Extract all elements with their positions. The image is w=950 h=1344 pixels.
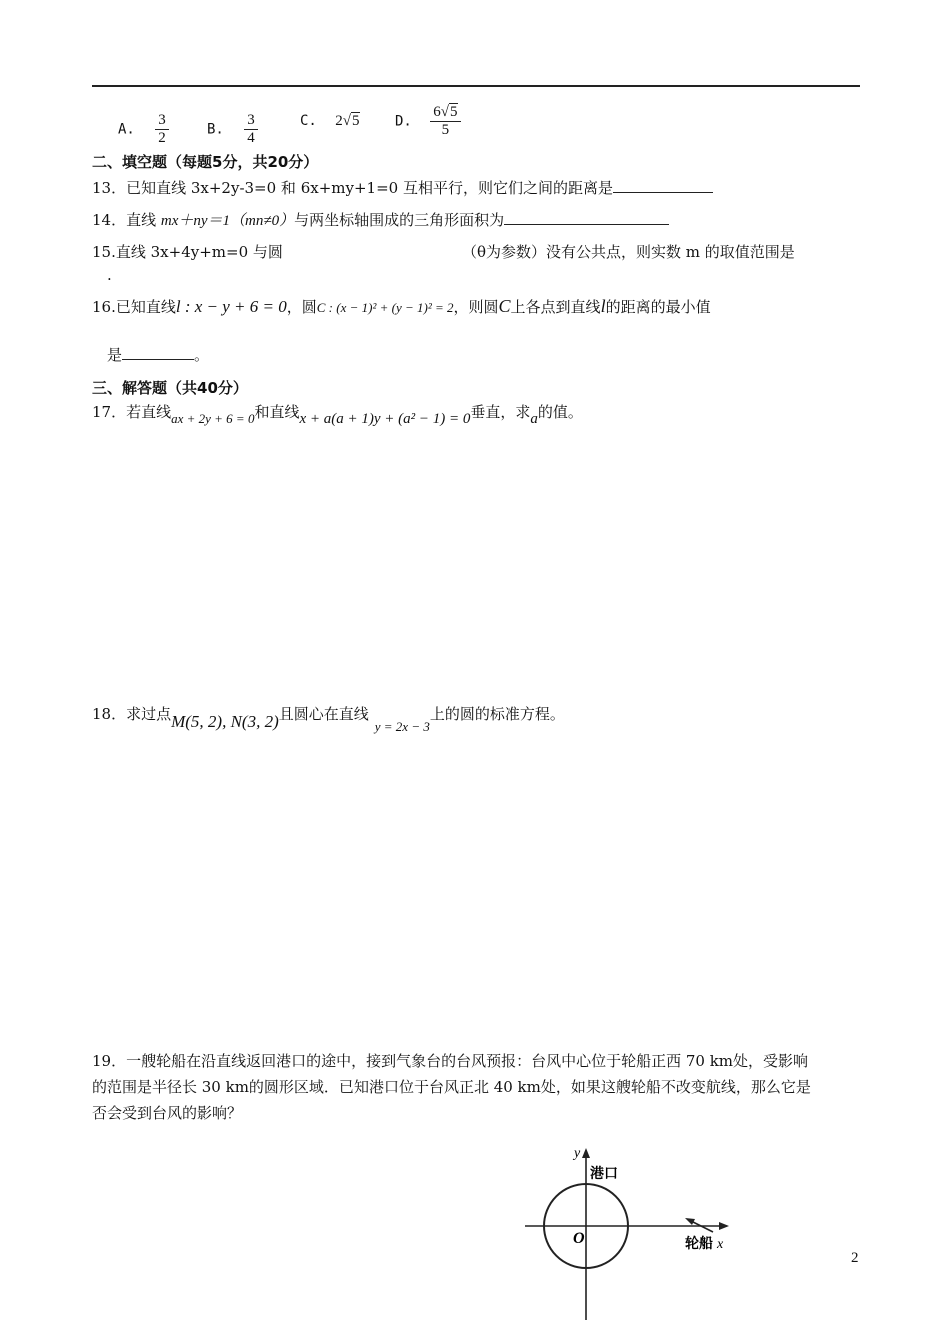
question-16-prefix: 16.已知直线 <box>92 298 176 316</box>
section-answer-heading: 三、解答题（共40分） <box>92 379 248 397</box>
choice-b-label: B. <box>207 121 224 138</box>
question-19-line-3: 否会受到台风的影响？ <box>92 1104 243 1122</box>
question-17 <box>92 401 583 427</box>
choice-d <box>395 104 461 139</box>
x-label: x <box>717 1237 724 1252</box>
choice-d-num-radicand: 5 <box>450 104 458 120</box>
question-18-equation: y = 2x − 3 <box>374 719 430 734</box>
question-17-text: 和直线 <box>254 403 300 421</box>
typhoon-diagram <box>515 1140 745 1325</box>
choice-a <box>118 112 169 147</box>
choice-b <box>207 112 258 147</box>
choice-c-value: 2√5 <box>335 113 360 129</box>
choice-d-label: D. <box>395 113 412 130</box>
question-19-line-1: 19．一艘轮船在沿直线返回港口的途中，接到气象台的台风预报：台风中心位于轮船正西 70 km处，受影响 <box>92 1052 809 1070</box>
choice-d-numerator: 6√5 <box>433 104 458 120</box>
port-label: 港口 <box>590 1166 618 1182</box>
header-rule <box>92 85 860 87</box>
question-16-line-equation: l : x − y + 6 = 0 <box>175 297 287 316</box>
choice-d-num-coef: 6 <box>433 104 441 120</box>
question-16-line2 <box>107 344 209 365</box>
question-18-text: 且圆心在直线 <box>278 705 369 723</box>
y-axis-arrow-icon <box>582 1148 590 1158</box>
question-18-points: M(5, 2), N(3, 2) <box>171 712 279 731</box>
question-15-tail: . <box>107 266 112 284</box>
question-18-prefix: 18．求过点 <box>92 705 172 723</box>
choice-d-fraction <box>430 104 460 139</box>
choice-d-denominator: 5 <box>430 121 460 139</box>
answer-blank <box>504 210 669 225</box>
question-16-line-symbol: l <box>600 296 606 316</box>
choice-a-denominator: 2 <box>155 129 169 147</box>
choice-b-denominator: 4 <box>244 129 258 147</box>
question-16-line2-end: 。 <box>194 346 210 364</box>
question-18 <box>92 703 565 734</box>
x-axis-arrow-icon <box>719 1222 729 1230</box>
choice-b-numerator: 3 <box>247 112 255 128</box>
answer-blank <box>613 178 713 193</box>
origin-label: O <box>573 1230 585 1247</box>
question-16-text: 上各点到直线 <box>510 298 601 316</box>
question-17-variable: a <box>530 411 538 427</box>
question-17-prefix: 17．若直线 <box>92 403 172 421</box>
ship-arrow-icon <box>685 1218 695 1225</box>
choice-c-label: C. <box>300 113 317 129</box>
question-16 <box>92 296 711 317</box>
section-fill-blank-heading: 二、填空题（每题5分，共20分） <box>92 153 319 171</box>
question-16-suffix: 的距离的最小值 <box>605 298 711 316</box>
question-14-suffix: 与两坐标轴围成的三角形面积为 <box>294 211 505 229</box>
answer-blank <box>122 345 194 360</box>
question-15-prefix: 15.直线 3x+4y+m=0 与圆 <box>92 243 283 261</box>
choice-a-label: A. <box>118 121 135 138</box>
y-label: y <box>574 1146 581 1161</box>
choice-b-fraction <box>244 112 258 147</box>
question-16-circle-symbol: C <box>498 296 511 316</box>
question-16-text: ，则圆 <box>453 298 499 316</box>
ship-label: 轮船 <box>685 1236 713 1252</box>
question-17-suffix: 的值。 <box>537 403 583 421</box>
question-16-text: ，圆 <box>286 298 317 316</box>
choice-c-coefficient: 2 <box>335 113 343 129</box>
question-19-line-2: 的范围是半径长 30 km的圆形区域．已知港口位于台风正北 40 km处，如果这艘轮船不改变航线，那么它是 <box>92 1078 811 1096</box>
question-17-text: 垂直，求 <box>470 403 531 421</box>
question-16-line2-prefix: 是 <box>107 346 123 364</box>
question-15-suffix: （θ为参数）没有公共点，则实数 m 的取值范围是 <box>462 243 795 261</box>
question-17-equation-1: ax + 2y + 6 = 0 <box>171 411 255 426</box>
question-13 <box>92 177 713 198</box>
question-13-text: 13．已知直线 3x+2y-3=0 和 6x+my+1=0 互相平行，则它们之间的距离是 <box>92 179 613 197</box>
question-14-equation: mx＋ny＝1（mn≠0） <box>160 213 295 229</box>
question-14-prefix: 14．直线 <box>92 211 157 229</box>
choice-c-radicand: 5 <box>352 113 360 129</box>
question-17-equation-2: x + a(a + 1)y + (a² − 1) = 0 <box>299 411 471 427</box>
choice-a-fraction <box>155 112 169 147</box>
page-number: 2 <box>851 1250 859 1266</box>
question-14 <box>92 209 669 230</box>
question-16-circle-equation: C : (x − 1)² + (y − 1)² = 2 <box>316 300 454 315</box>
question-18-suffix: 上的圆的标准方程。 <box>429 705 565 723</box>
choice-c <box>300 113 360 130</box>
choice-a-numerator: 3 <box>158 112 166 128</box>
